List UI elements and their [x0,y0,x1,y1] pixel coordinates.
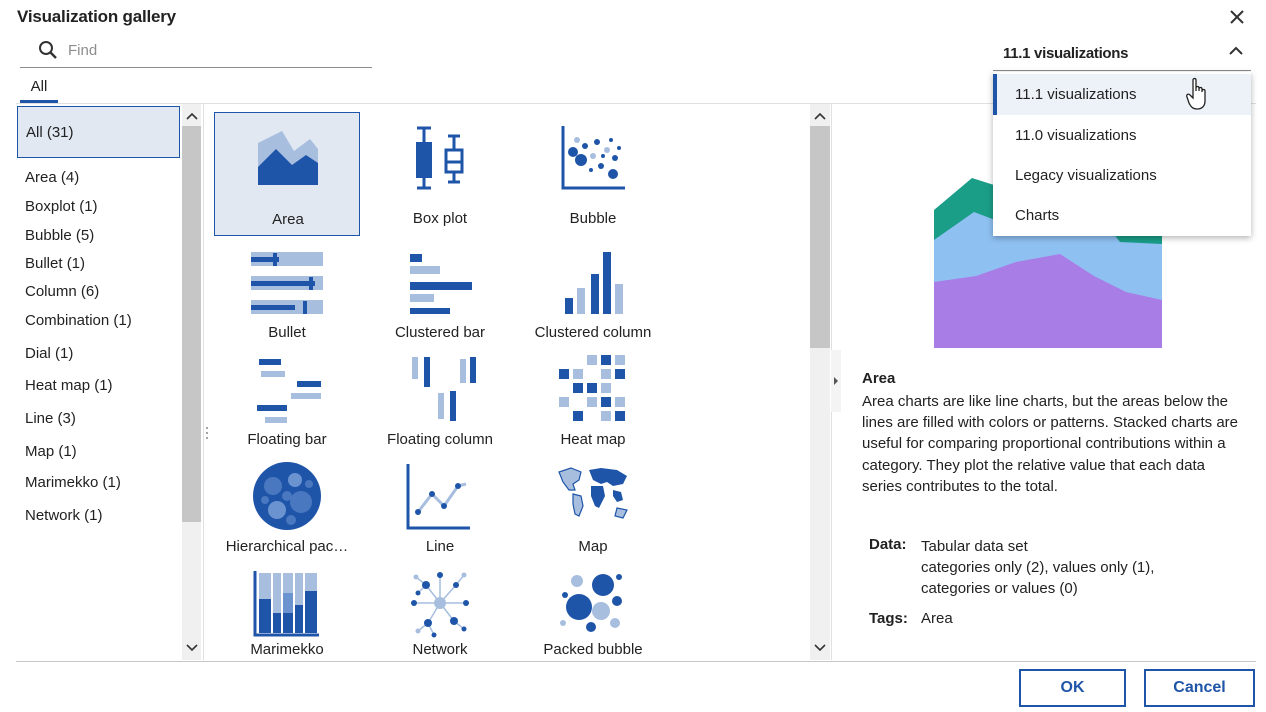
category-item-boxplot[interactable]: Boxplot (1) [25,198,98,215]
floating-bar-icon [251,353,323,425]
tile-label: Clustered bar [394,324,486,341]
tab-all[interactable]: All [20,74,58,103]
category-item-network[interactable]: Network (1) [25,507,103,524]
tile-label: Floating column [387,431,493,448]
dialog-title: Visualization gallery [17,7,176,26]
category-list [16,104,202,660]
gallery-scrollbar-thumb[interactable] [810,126,830,348]
chevron-up-icon [1229,46,1243,56]
tile-label: Box plot [412,210,468,227]
preview-tags-value: Area [921,610,953,627]
footer-divider [16,661,1256,662]
heat-map-icon [557,353,629,425]
clustered-column-icon [557,246,629,318]
tile-clustered-column[interactable] [520,242,666,366]
preview-description: Area charts are like line charts, but the areas below the lines are filled with colors or patterns. Stacked charts are useful for comparing proportional contributions within a category. They plot the relative value that each data series contributes to the total. [862,393,1239,495]
category-item-area[interactable]: Area (4) [25,169,80,186]
ok-button[interactable]: OK [1019,669,1126,707]
preview-data-line: categories only (2), values only (1), [921,559,1155,576]
tile-label: Clustered column [534,324,652,341]
box-plot-icon [404,122,476,194]
chevron-down-icon [186,644,198,652]
menu-item-charts[interactable]: Charts [1015,207,1060,224]
chevron-right-icon [833,376,839,386]
tile-network[interactable] [367,561,513,660]
scroll-up-button[interactable] [184,108,200,124]
gallery-scroll-up-button[interactable] [812,108,828,124]
menu-item-legacy-visualizations[interactable]: Legacy visualizations [1015,167,1157,184]
tile-box-plot[interactable] [367,112,513,236]
category-scrollbar-thumb[interactable] [182,126,201,522]
gallery-scroll-down-button[interactable] [812,640,828,656]
category-item-dial[interactable]: Dial (1) [25,345,74,362]
network-icon [404,567,476,639]
tile-label: Bubble [569,210,617,227]
tile-label: Map [578,538,608,555]
tile-label: Floating bar [247,431,327,448]
tile-label: Line [425,538,455,555]
category-item-heat-map[interactable]: Heat map (1) [25,377,113,394]
tile-floating-bar[interactable] [214,349,360,473]
close-button[interactable] [1224,4,1250,30]
search-input[interactable] [68,39,358,61]
menu-item-11-0-visualizations[interactable]: 11.0 visualizations [1015,127,1137,144]
category-item-all[interactable]: All (31) [17,106,180,158]
visualization-gallery [206,104,810,660]
tile-heat-map[interactable] [520,349,666,473]
tile-packed-bubble[interactable] [520,561,666,660]
map-icon [557,460,629,532]
category-item-line[interactable]: Line (3) [25,410,76,427]
search-box[interactable] [20,36,372,68]
clustered-bar-icon [404,246,476,318]
collapse-preview-button[interactable] [831,350,841,412]
chevron-up-icon [814,112,826,120]
tile-clustered-bar[interactable] [367,242,513,366]
line-chart-icon [404,460,476,532]
category-scrollbar[interactable] [182,104,201,660]
tile-area[interactable] [214,112,360,236]
category-item-combination[interactable]: Combination (1) [25,312,132,329]
category-item-map[interactable]: Map (1) [25,443,77,460]
preview-data-line: categories or values (0) [921,580,1078,597]
search-icon [38,40,60,62]
chevron-down-icon [814,644,826,652]
category-item-bubble[interactable]: Bubble (5) [25,227,95,244]
tile-label: Hierarchical pac… [225,538,349,555]
menu-item-11-1-visualizations[interactable]: 11.1 visualizations [993,74,1251,115]
gallery-scrollbar[interactable] [810,104,830,660]
tile-label: Bullet [268,324,306,341]
preview-title: Area [862,370,896,387]
preview-data-value [921,536,1221,599]
tile-label: Network [412,641,468,658]
category-item-column[interactable]: Column (6) [25,283,100,300]
category-item-marimekko[interactable]: Marimekko (1) [25,474,121,491]
tile-label: Packed bubble [543,641,643,658]
bubble-chart-icon [557,122,629,194]
preview-data-label: Data: [869,536,907,553]
bullet-chart-icon [251,246,323,318]
version-dropdown-value: 11.1 visualizations [1003,45,1129,62]
close-icon [1229,9,1245,25]
category-item-bullet[interactable]: Bullet (1) [25,255,86,272]
marimekko-icon [251,567,323,639]
tile-label: Marimekko [250,641,324,658]
tile-label: Area [272,211,304,228]
preview-tags-label: Tags: [869,610,908,627]
chevron-up-icon [186,112,198,120]
hand-cursor-icon [1186,77,1210,111]
packed-bubble-icon [557,567,629,639]
cancel-button[interactable]: Cancel [1144,669,1255,707]
preview-data-line: Tabular data set [921,538,1028,555]
tile-bullet[interactable] [214,242,360,366]
hierarchical-packed-bubble-icon [251,460,323,532]
area-chart-icon [252,123,324,195]
version-dropdown[interactable] [993,36,1251,71]
tile-floating-column[interactable] [367,349,513,473]
panel-divider [203,104,204,660]
tile-bubble[interactable] [520,112,666,236]
tile-marimekko[interactable] [214,561,360,660]
version-dropdown-menu [993,72,1251,236]
scroll-down-button[interactable] [184,640,200,656]
tile-label: Heat map [560,431,626,448]
floating-column-icon [404,353,476,425]
